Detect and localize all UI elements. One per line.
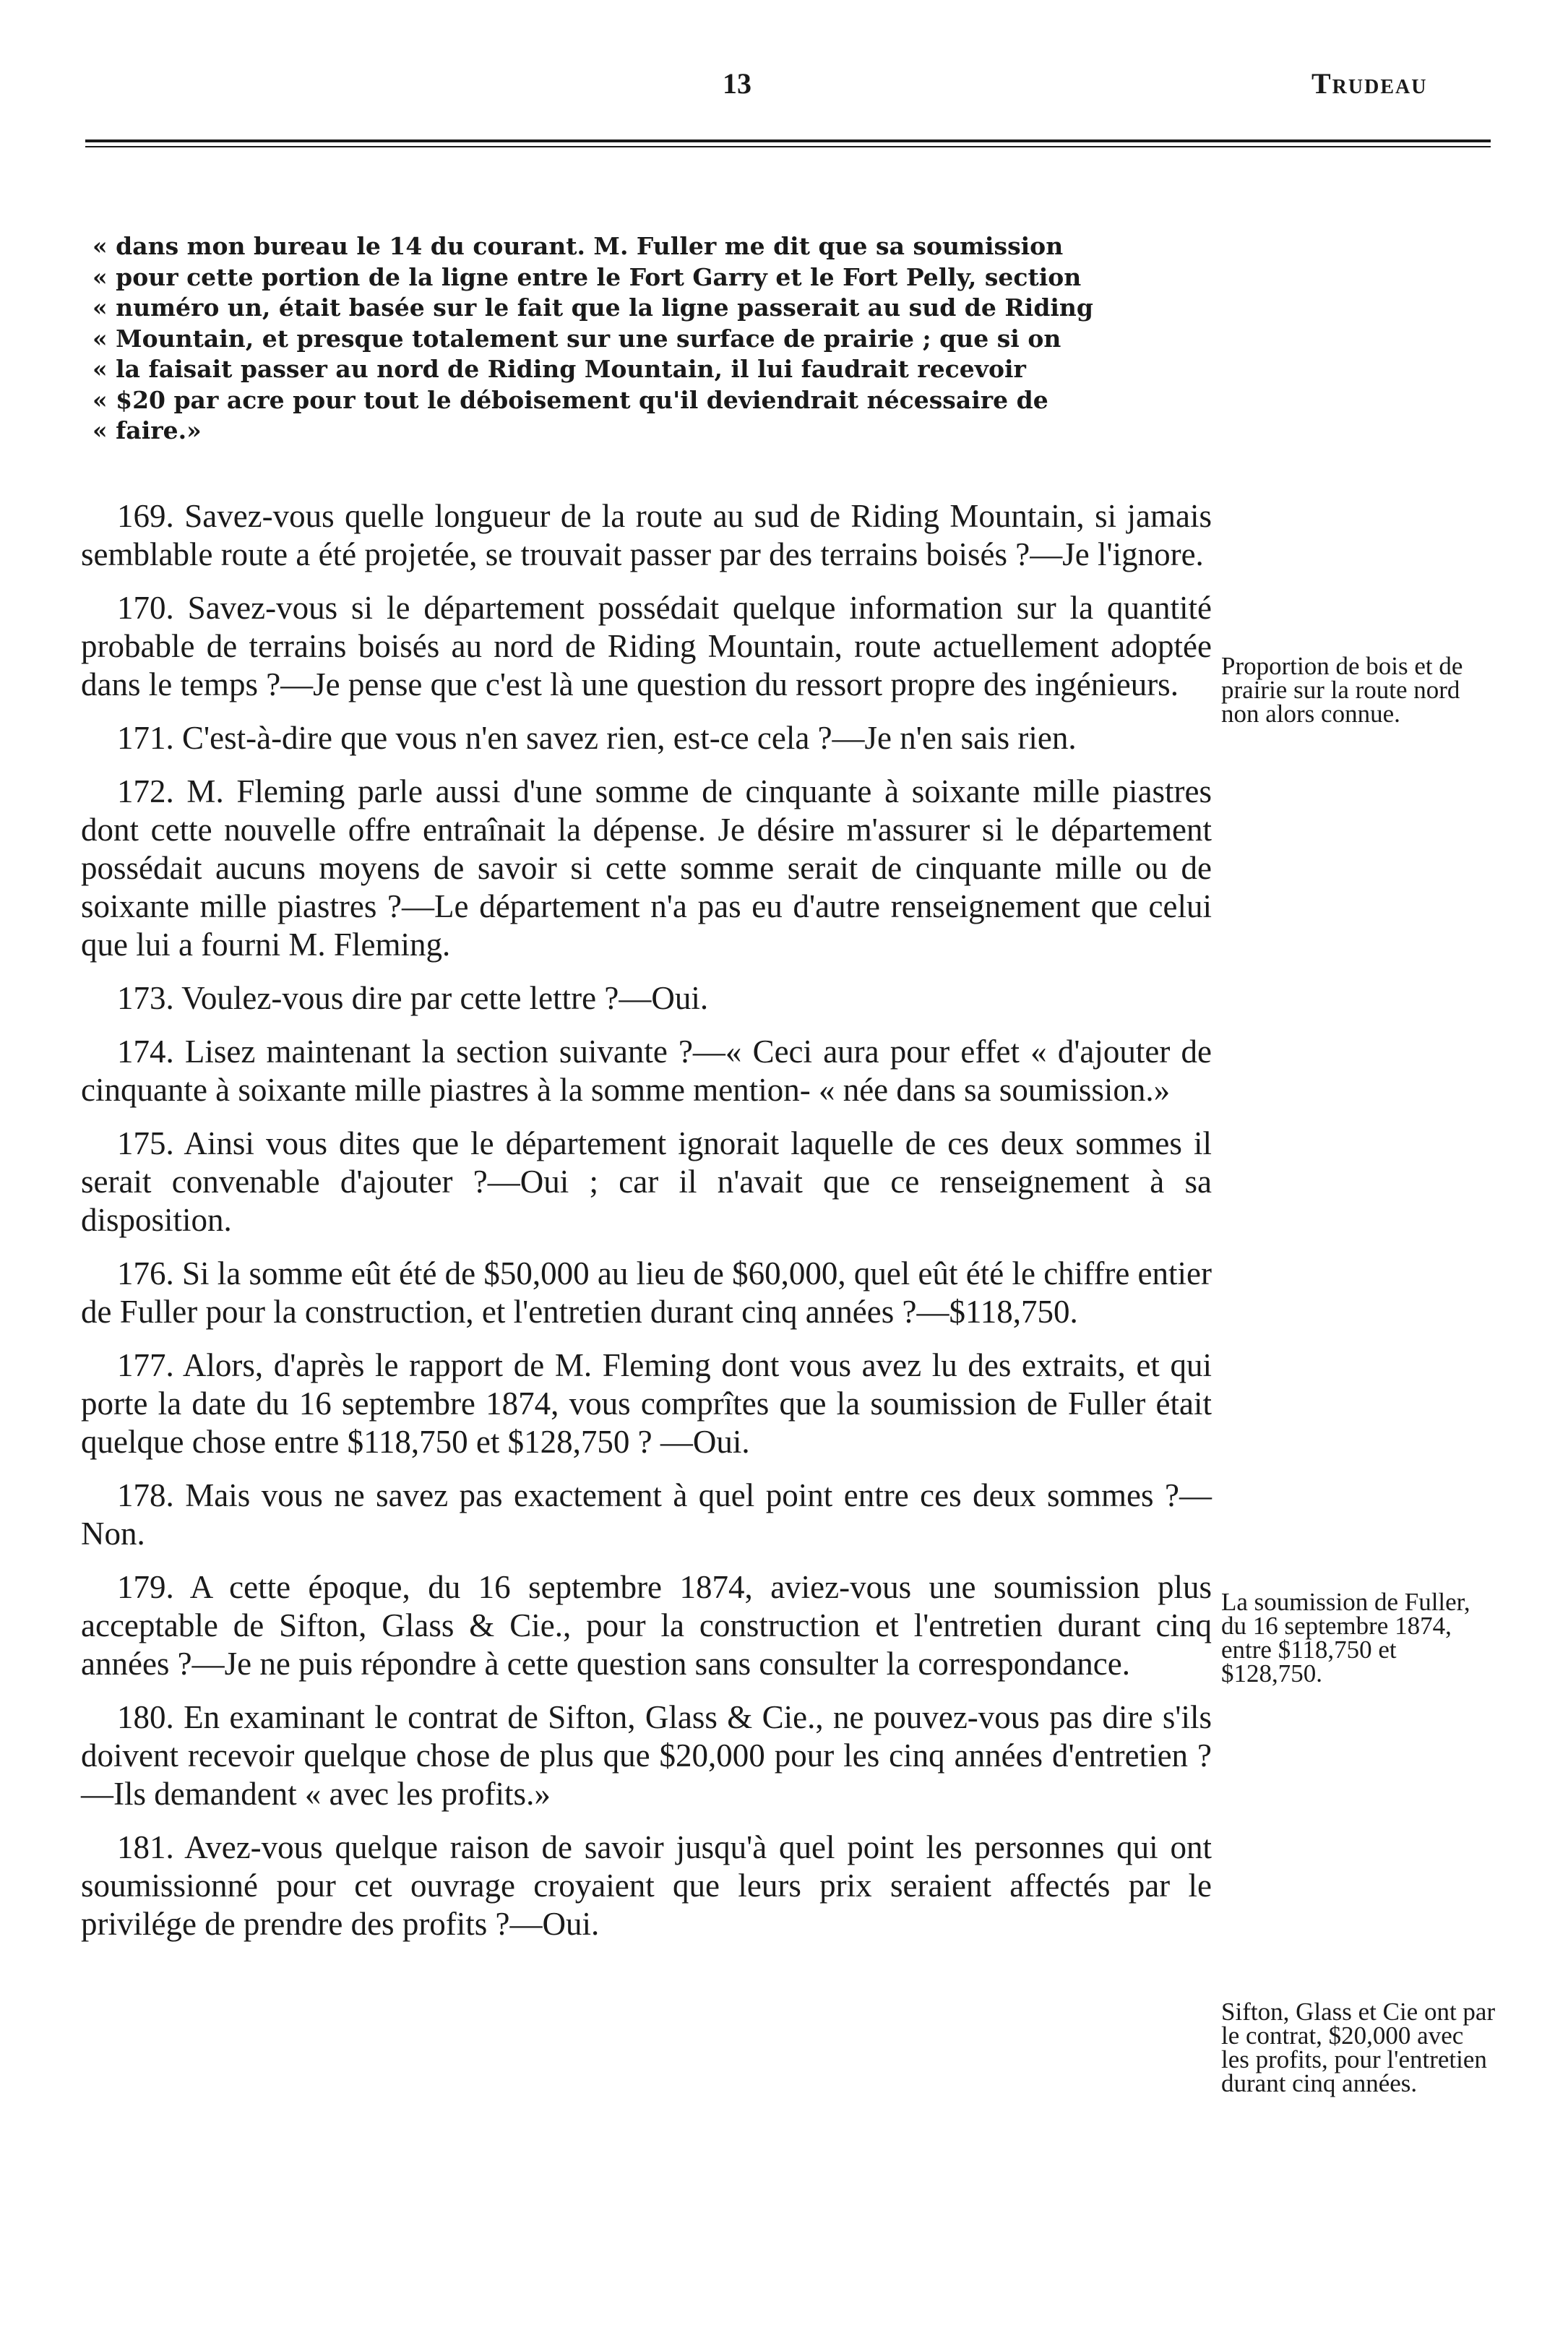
question-173: 173. Voulez-vous dire par cette lettre ?—Oui.: [117, 980, 709, 1016]
question-174: 174. Lisez maintenant la section suivante ?—« Ceci aura pour effet « d'ajouter de cinquante à soixante mille piastres à la somme mention- « née dans sa soumission.»: [81, 1033, 1212, 1108]
margin-note: La soumission de Fuller, du 16 septembre 1874, entre $118,750 et $128,750.: [1221, 1588, 1470, 1688]
quote-line: « la faisait passer au nord de Riding Mountain, il lui faudrait recevoir: [92, 355, 1026, 383]
margin-note: Sifton, Glass et Cie ont par le contrat, $20,000 avec les profits, pour l'entretien durant cinq années.: [1221, 1998, 1496, 2097]
question-169: 169. Savez-vous quelle longueur de la route au sud de Riding Mountain, si jamais semblable route a été projetée, se trouvait passer par des terrains boisés ?—Je l'ignore.: [81, 498, 1212, 572]
testimony-body: [81, 497, 1212, 1943]
question-170: 170. Savez-vous si le département possédait quelque information sur la quantité probable de terrains boisés au nord de Riding Mountain, route actuellement adoptée dans le temps ?—Je pense que c'est là une question du ressort propre des ingénieurs.: [81, 590, 1212, 702]
header-rule-thick: [85, 139, 1491, 142]
question-176: 176. Si la somme eût été de $50,000 au lieu de $60,000, quel eût été le chiffre entier de Fuller pour la construction, et l'entretien durant cinq années ?—$118,750.: [81, 1255, 1212, 1330]
question-177: 177. Alors, d'après le rapport de M. Fleming dont vous avez lu des extraits, et qui porte la date du 16 septembre 1874, vous comprîtes que la soumission de Fuller était quelque chose entre $118,750 et $128,750 ? —Oui.: [81, 1347, 1212, 1460]
margin-note: Proportion de bois et de prairie sur la route nord non alors connue.: [1221, 652, 1463, 728]
quote-line: « dans mon bureau le 14 du courant. M. Fuller me dit que sa soumission: [92, 232, 1064, 260]
question-180: 180. En examinant le contrat de Sifton, Glass & Cie., ne pouvez-vous pas dire s'ils doivent recevoir quelque chose de plus que $20,000 pour les cinq années d'entretien ?—Ils demandent « avec les profits.»: [81, 1699, 1212, 1812]
running-title: Trudeau: [1311, 67, 1428, 100]
quote-line: « pour cette portion de la ligne entre le Fort Garry et le Fort Pelly, section: [92, 262, 1082, 291]
quote-line: « Mountain, et presque totalement sur une surface de prairie ; que si on: [92, 324, 1061, 353]
question-181: 181. Avez-vous quelque raison de savoir jusqu'à quel point les personnes qui ont soumissionné pour cet ouvrage croyaient que leurs prix seraient affectés par le privilége de prendre des profits ?—Oui.: [81, 1829, 1212, 1942]
quoted-letter: [92, 231, 1212, 447]
question-178: 178. Mais vous ne savez pas exactement à quel point entre ces deux sommes ?—Non.: [81, 1477, 1212, 1552]
header-rule-thin: [85, 146, 1491, 147]
question-179: 179. A cette époque, du 16 septembre 1874, aviez-vous une soumission plus acceptable de Sifton, Glass & Cie., pour la construction et l'entretien durant cinq années ?—Je ne puis répondre à cette question sans consulter la correspondance.: [81, 1569, 1212, 1682]
quote-line: « numéro un, était basée sur le fait que la ligne passerait au sud de Riding: [92, 293, 1094, 322]
question-175: 175. Ainsi vous dites que le département ignorait laquelle de ces deux sommes il serait convenable d'ajouter ?—Oui ; car il n'avait que ce renseignement à sa disposition.: [81, 1125, 1212, 1238]
question-172: 172. M. Fleming parle aussi d'une somme de cinquante à soixante mille piastres dont cette nouvelle offre entraînait la dépense. Je désire m'assurer si le département possédait aucuns moyens de savoir si cette somme serait de cinquante mille ou de soixante mille piastres ?—Le département n'a pas eu d'autre renseignement que celui que lui a fourni M. Fleming.: [81, 773, 1212, 963]
question-171: 171. C'est-à-dire que vous n'en savez rien, est-ce cela ?—Je n'en sais rien.: [117, 720, 1077, 756]
quote-line: « faire.»: [92, 416, 202, 444]
page-number: 13: [723, 67, 751, 100]
running-head: [0, 66, 1568, 110]
quote-line: « $20 par acre pour tout le déboisement qu'il deviendrait nécessaire de: [92, 385, 1048, 414]
